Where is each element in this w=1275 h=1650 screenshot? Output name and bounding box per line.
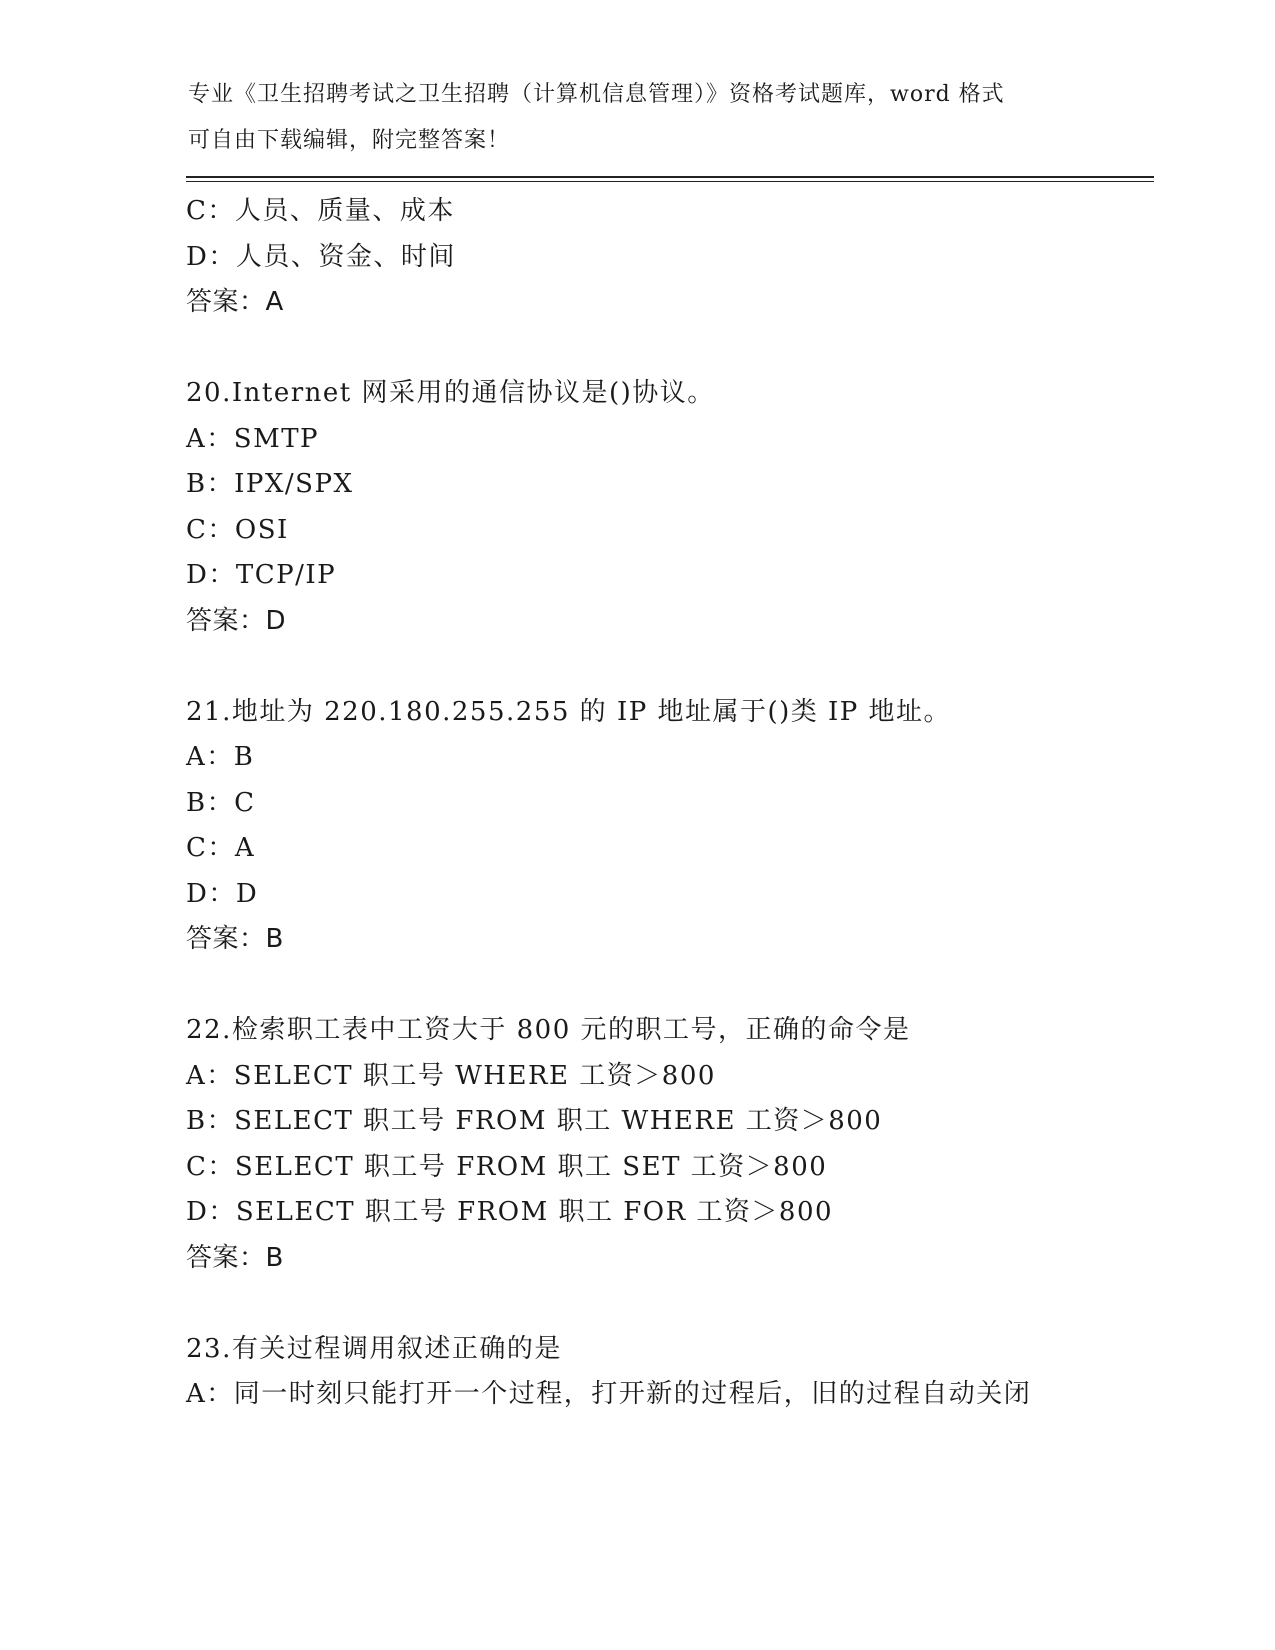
question-23 bbox=[186, 1327, 1186, 1418]
spacer bbox=[186, 644, 1186, 690]
question-21 bbox=[186, 690, 1186, 963]
answer-line: 答案：B bbox=[186, 924, 284, 954]
header-line-2: 可自由下载编辑，附完整答案！ bbox=[188, 127, 511, 153]
option-line: B：SELECT 职工号 FROM 职工 WHERE 工资＞800 bbox=[186, 1106, 883, 1136]
option-line: D：人员、资金、时间 bbox=[186, 241, 456, 272]
option-line: C：人员、质量、成本 bbox=[186, 196, 455, 226]
option-line: A：SMTP bbox=[186, 423, 320, 454]
option-line: C：OSI bbox=[186, 514, 289, 545]
header-divider-thick bbox=[186, 176, 1154, 178]
option-line: A：同一时刻只能打开一个过程，打开新的过程后，旧的过程自动关闭 bbox=[186, 1379, 1032, 1409]
option-line: A：SELECT 职工号 WHERE 工资＞800 bbox=[186, 1060, 716, 1091]
header-line-1: 专业《卫生招聘考试之卫生招聘（计算机信息管理）》资格考试题库，word 格式 bbox=[188, 82, 1005, 107]
option-line: D：D bbox=[186, 878, 259, 909]
answer-line: 答案：D bbox=[186, 605, 287, 636]
question-text: 22.检索职工表中工资大于 800 元的职工号，正确的命令是 bbox=[186, 1015, 911, 1045]
answer-line: 答案：B bbox=[186, 1242, 284, 1273]
option-line: C：A bbox=[186, 833, 256, 863]
question-text: 23.有关过程调用叙述正确的是 bbox=[186, 1333, 562, 1364]
question-22 bbox=[186, 1008, 1186, 1281]
option-line: C：SELECT 职工号 FROM 职工 SET 工资＞800 bbox=[186, 1151, 828, 1182]
document-header bbox=[188, 72, 1068, 163]
question-text: 20.Internet 网采用的通信协议是()协议。 bbox=[186, 378, 715, 408]
option-line: A：B bbox=[186, 742, 255, 772]
answer-line: 答案：A bbox=[186, 287, 284, 317]
spacer bbox=[186, 326, 1186, 372]
header-divider-thin bbox=[186, 181, 1154, 182]
option-line: B：IPX/SPX bbox=[186, 469, 354, 499]
spacer bbox=[186, 963, 1186, 1009]
option-line: D：SELECT 职工号 FROM 职工 FOR 工资＞800 bbox=[186, 1197, 834, 1227]
spacer bbox=[186, 1281, 1186, 1327]
option-line: B：C bbox=[186, 787, 256, 818]
question-content bbox=[186, 189, 1186, 1418]
question-text: 21.地址为 220.180.255.255 的 IP 地址属于()类 IP 地址。 bbox=[186, 696, 952, 727]
question-20 bbox=[186, 371, 1186, 644]
option-line: D：TCP/IP bbox=[186, 560, 337, 590]
